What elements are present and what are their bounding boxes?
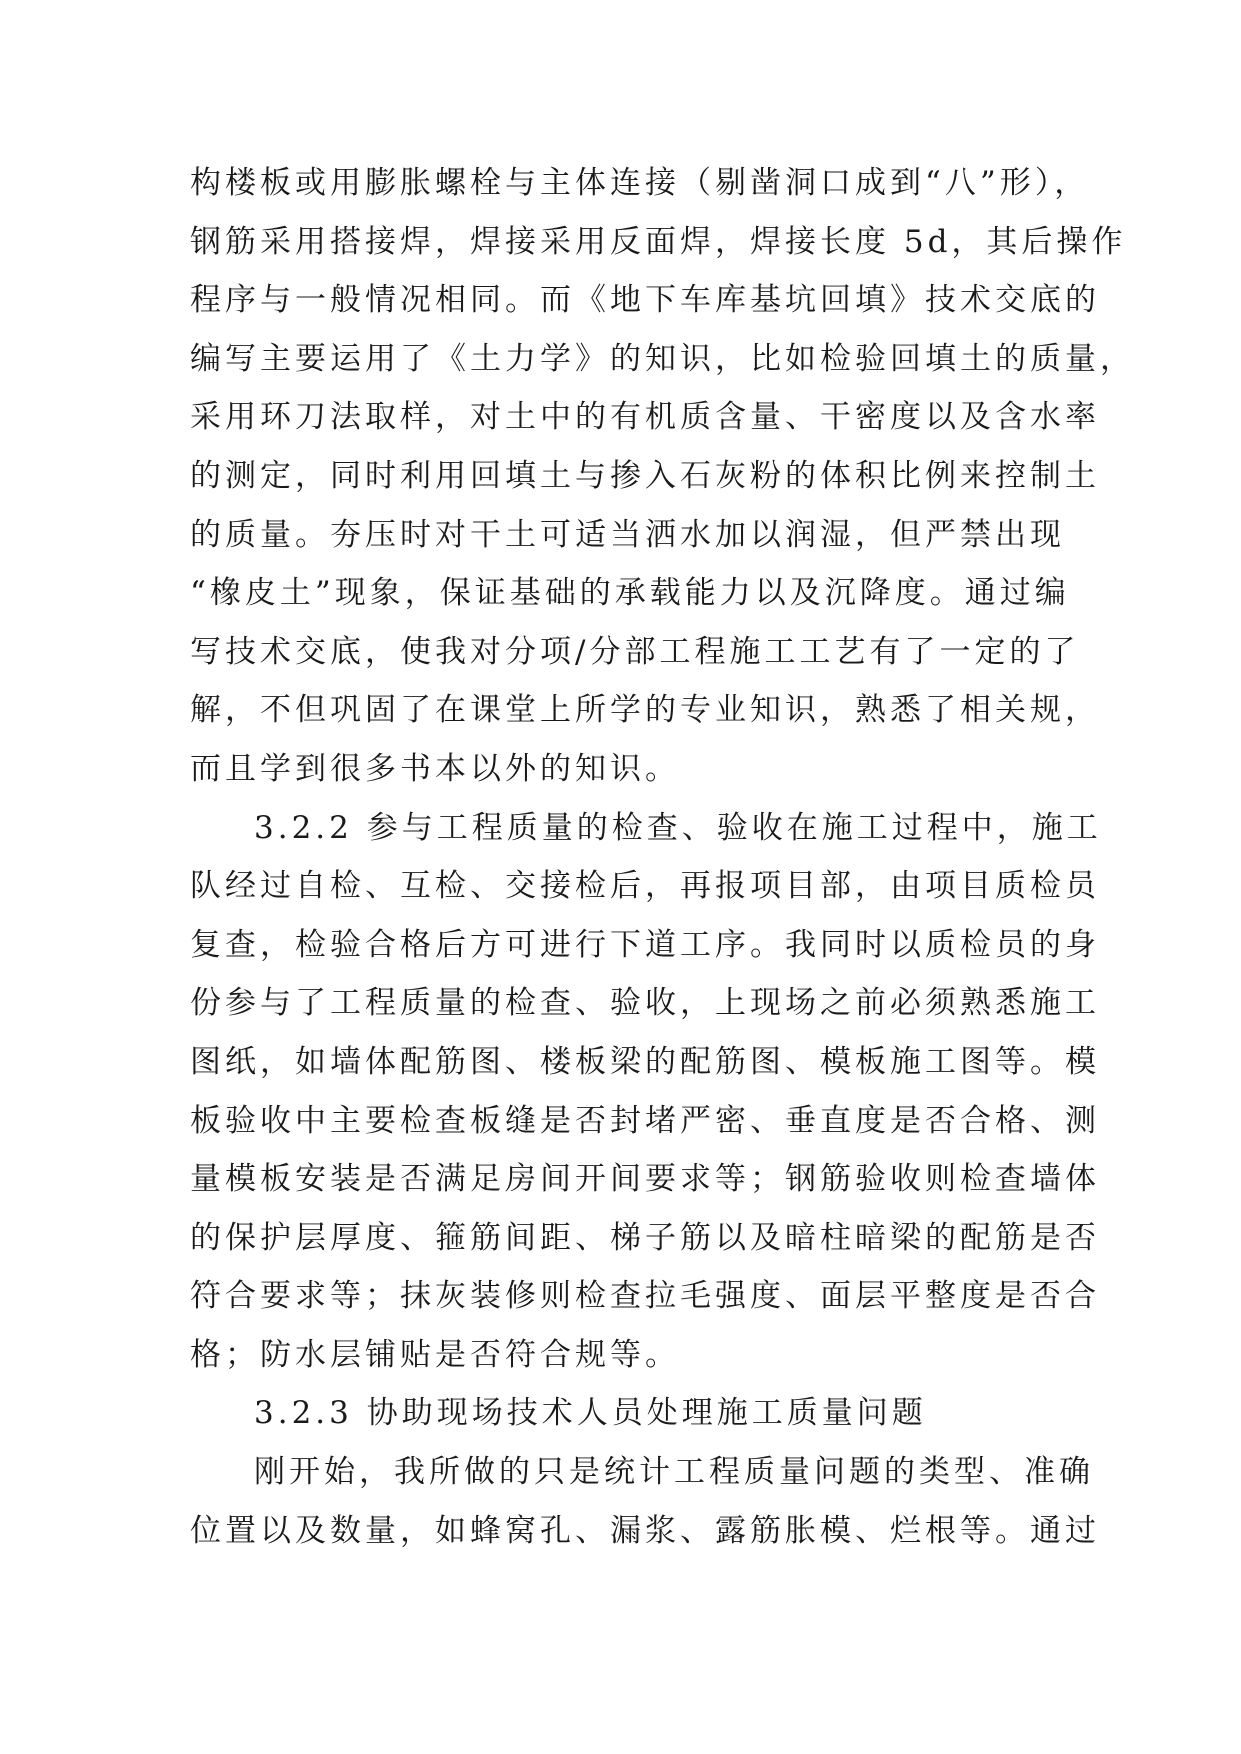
text-line: 构楼板或用膨胀螺栓与主体连接（剔凿洞口成到“八”形）， xyxy=(190,165,1090,201)
text-line: 3.2.3 协助现场技术人员处理施工质量问题 xyxy=(254,1395,927,1432)
text-line: 图纸，如墙体配筋图、楼板梁的配筋图、模板施工图等。模 xyxy=(190,1043,1100,1080)
text-line: 的保护层厚度、箍筋间距、梯子筋以及暗柱暗梁的配筋是否 xyxy=(190,1219,1100,1256)
text-line: 符合要求等；抹灰装修则检查拉毛强度、面层平整度是否合 xyxy=(190,1278,1100,1315)
body-text xyxy=(190,154,1135,1560)
text-line: 3.2.2 参与工程质量的检查、验收在施工过程中，施工 xyxy=(254,809,1102,846)
text-line: 程序与一般情况相同。而《地下车库基坑回填》技术交底的 xyxy=(190,282,1100,319)
text-line: 板验收中主要检查板缝是否封堵严密、垂直度是否合格、测 xyxy=(190,1102,1100,1139)
text-line: 采用环刀法取样，对土中的有机质含量、干密度以及含水率 xyxy=(190,399,1100,436)
text-line: 队经过自检、互检、交接检后，再报项目部，由项目质检员 xyxy=(190,868,1100,905)
text-line: 而且学到很多书本以外的知识。 xyxy=(190,750,680,787)
text-line: 刚开始，我所做的只是统计工程质量问题的类型、准确 xyxy=(254,1454,1094,1491)
text-line: 写技术交底，使我对分项/分部工程施工工艺有了一定的了 xyxy=(190,633,1080,670)
text-line: 的测定，同时利用回填土与掺入石灰粉的体积比例来控制土 xyxy=(190,457,1100,494)
text-line: 钢筋采用搭接焊，焊接采用反面焊，焊接长度 5d，其后操作 xyxy=(190,223,1127,260)
text-line: 份参与了工程质量的检查、验收，上现场之前必须熟悉施工 xyxy=(190,985,1100,1022)
text-line: 解，不但巩固了在课堂上所学的专业知识，熟悉了相关规， xyxy=(190,692,1100,729)
text-line: 编写主要运用了《土力学》的知识，比如检验回填土的质量， xyxy=(190,340,1135,377)
text-line: 量模板安装是否满足房间开间要求等；钢筋验收则检查墙体 xyxy=(190,1161,1100,1198)
text-line: 格；防水层铺贴是否符合规等。 xyxy=(190,1336,680,1373)
text-line: 位置以及数量，如蜂窝孔、漏浆、露筋胀模、烂根等。通过 xyxy=(190,1512,1100,1549)
text-line: 复查，检验合格后方可进行下道工序。我同时以质检员的身 xyxy=(190,926,1100,963)
text-line: 的质量。夯压时对干土可适当洒水加以润湿，但严禁出现 xyxy=(190,516,1065,553)
text-line: “橡皮土”现象，保证基础的承载能力以及沉降度。通过编 xyxy=(190,575,1070,612)
